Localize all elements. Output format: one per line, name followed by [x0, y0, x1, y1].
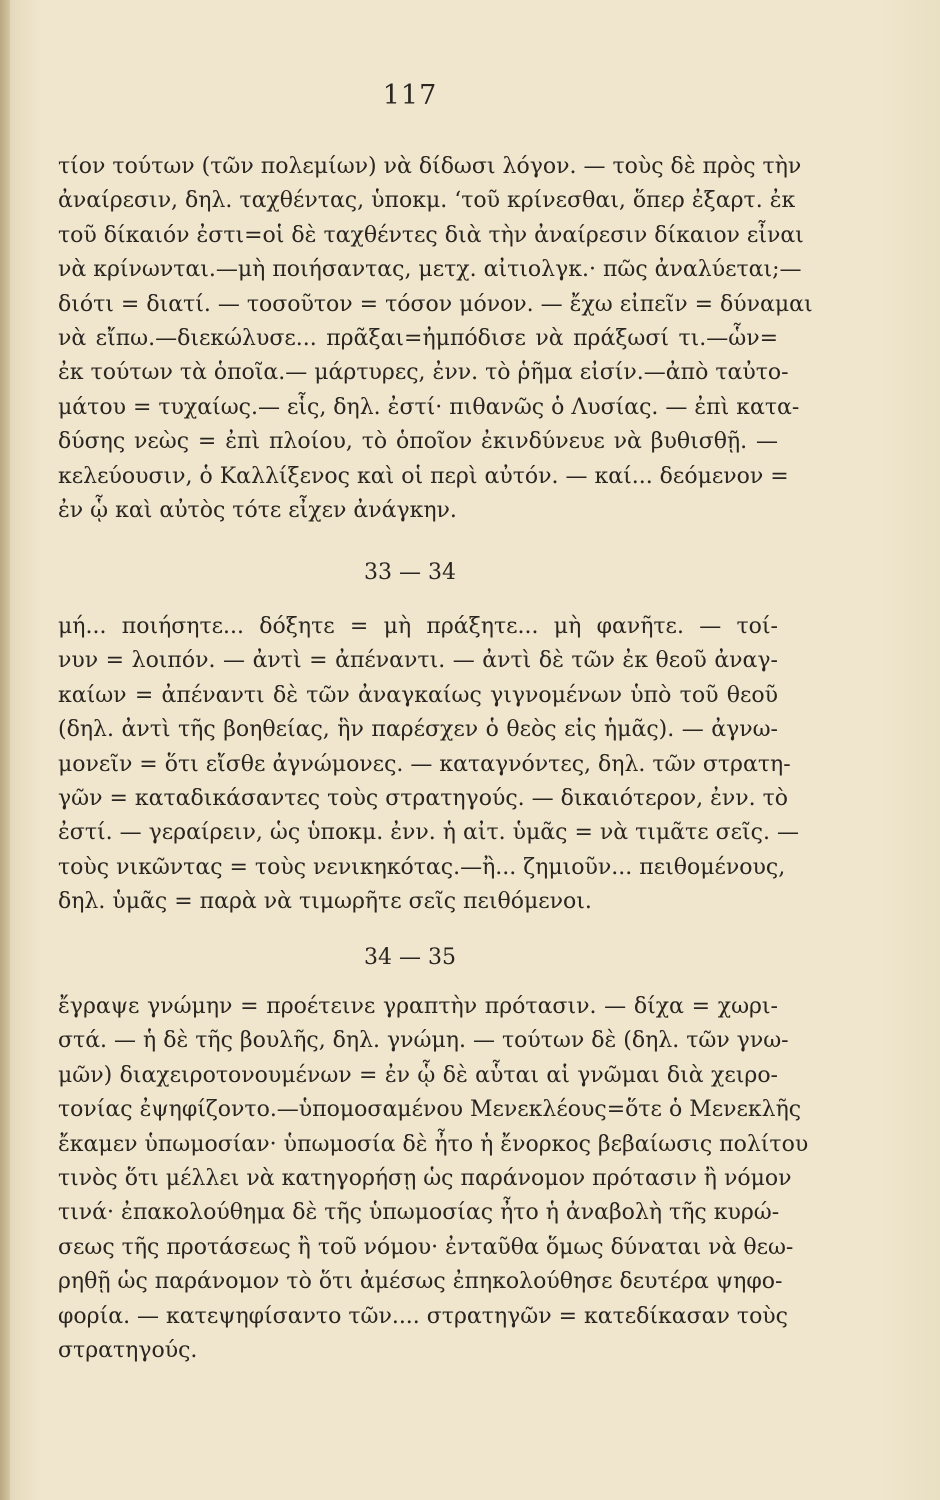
text-line: τοὺς νικῶντας = τοὺς νενικηκότας.—ἢ... ζημιοῦν... πειθομένους,	[58, 854, 786, 880]
text-line: ἐστί. — γεραίρειν, ὡς ὑποκμ. ἐνν. ἡ αἰτ. ὑμᾶς = νὰ τιμᾶτε σεῖς. —	[58, 820, 799, 846]
text-line: τινά· ἐπακολούθημα δὲ τῆς ὑπωμοσίας ἦτο ἡ ἀναβολὴ τῆς κυρώ-	[58, 1200, 780, 1226]
text-line: τίον τούτων (τῶν πολεμίων) νὰ δίδωσι λόγον. — τοὺς δὲ πρὸς τὴν	[58, 154, 802, 179]
text-line: ἔκαμεν ὑπωμοσίαν· ὑπωμοσία δὲ ἦτο ἡ ἔνορκος βεβαίωσις πολίτου	[58, 1131, 809, 1157]
text-line: φορία. — κατεψηφίσαντο τῶν.... στρατηγῶν = κατεδίκασαν τοὺς	[58, 1303, 789, 1329]
text-line: ρηθῇ ὡς παράνομον τὸ ὅτι ἀμέσως ἐπηκολούθησε δευτέρα ψηφο-	[58, 1269, 783, 1295]
text-line: γῶν = καταδικάσαντες τοὺς στρατηγούς. — δικαιότερον, ἐνν. τὸ	[58, 785, 789, 811]
text-line: τοῦ δίκαιόν ἐστι=οἱ δὲ ταχθέντες διὰ τὴν ἀναίρεσιν δίκαιον εἶναι	[58, 222, 804, 248]
text-line: δηλ. ὑμᾶς = παρὰ νὰ τιμωρῆτε σεῖς πειθόμενοι.	[58, 889, 592, 915]
text-line: μονεῖν = ὅτι εἴσθε ἀγνώμονες. — καταγνόντες, δηλ. τῶν στρατη-	[58, 751, 791, 777]
text-line: μάτου = τυχαίως.— εἷς, δηλ. ἐστί· πιθανῶς ὁ Λυσίας. — ἐπὶ κατα-	[58, 394, 800, 420]
text-line: τινὸς ὅτι μέλλει νὰ κατηγορήσῃ ὡς παράνομον πρότασιν ἢ νόμον	[58, 1165, 792, 1191]
text-line: νυν = λοιπόν. — ἀντὶ = ἀπέναντι. — ἀντὶ δὲ τῶν ἐκ θεοῦ ἀναγ-	[58, 648, 778, 674]
text-line: μή... ποιήσητε... δόξητε = μὴ πράξητε... μὴ φανῆτε. — τοί-	[58, 614, 778, 639]
text-line: δύσης νεὼς = ἐπὶ πλοίου, τὸ ὁποῖον ἐκινδύνευε νὰ βυθισθῇ. —	[58, 429, 778, 455]
text-line: διότι = διατί. — τοσοῦτον = τόσον μόνον. — ἔχω εἰπεῖν = δύναμαι	[58, 291, 813, 317]
section-heading-34-35: 34 — 35	[364, 945, 456, 970]
page-number: 117	[382, 80, 438, 111]
text-line: ἐν ᾧ καὶ αὐτὸς τότε εἶχεν ἀνάγκην.	[58, 497, 457, 523]
text-line: νὰ κρίνωνται.—μὴ ποιήσαντας, μετχ. αἰτιολγκ.· πῶς ἀναλύεται;—	[58, 257, 802, 283]
binding-edge	[0, 0, 10, 1500]
text-line: τονίας ἐψηφίζοντο.—ὑπομοσαμένου Μενεκλέους=ὅτε ὁ Μενεκλῆς	[58, 1097, 802, 1123]
text-line: (δηλ. ἀντὶ τῆς βοηθείας, ἣν παρέσχεν ὁ θεὸς εἰς ἡμᾶς). — ἀγνω-	[58, 717, 778, 743]
section-heading-33-34: 33 — 34	[364, 560, 456, 585]
paragraph-commentary-2	[58, 610, 799, 920]
text-line: κελεύουσιν, ὁ Καλλίξενος καὶ οἱ περὶ αὐτόν. — καί... δεόμενον =	[58, 463, 789, 489]
text-line: στρατηγούς.	[58, 1337, 198, 1363]
text-line: ἀναίρεσιν, δηλ. ταχθέντας, ὑποκμ. ‘τοῦ κρίνεσθαι, ὅπερ ἐξαρτ. ἐκ	[58, 188, 796, 214]
text-line: ἐκ τούτων τὰ ὁποῖα.— μάρτυρες, ἐνν. τὸ ῥῆμα εἰσίν.—ἀπὸ ταὐτο-	[58, 360, 789, 386]
text-line: σεως τῆς προτάσεως ἢ τοῦ νόμου· ἐνταῦθα ὅμως δύναται νὰ θεω-	[58, 1234, 794, 1260]
text-line: στά. — ἡ δὲ τῆς βουλῆς, δηλ. γνώμη. — τούτων δὲ (δηλ. τῶν γνω-	[58, 1028, 789, 1054]
paragraph-commentary-3	[58, 990, 809, 1368]
text-line: ἔγραψε γνώμην = προέτεινε γραπτὴν πρότασιν. — δίχα = χωρι-	[58, 994, 778, 1019]
paragraph-commentary-1	[58, 150, 813, 528]
text-line: καίων = ἀπέναντι δὲ τῶν ἀναγκαίως γιγνομένων ὑπὸ τοῦ θεοῦ	[58, 682, 778, 708]
text-line: νὰ εἴπω.—διεκώλυσε... πρᾶξαι=ἠμπόδισε νὰ πράξωσί τι.—ὧν=	[58, 325, 778, 351]
text-line: μῶν) διαχειροτονουμένων = ἐν ᾧ δὲ αὗται αἱ γνῶμαι διὰ χειρο-	[58, 1062, 778, 1088]
